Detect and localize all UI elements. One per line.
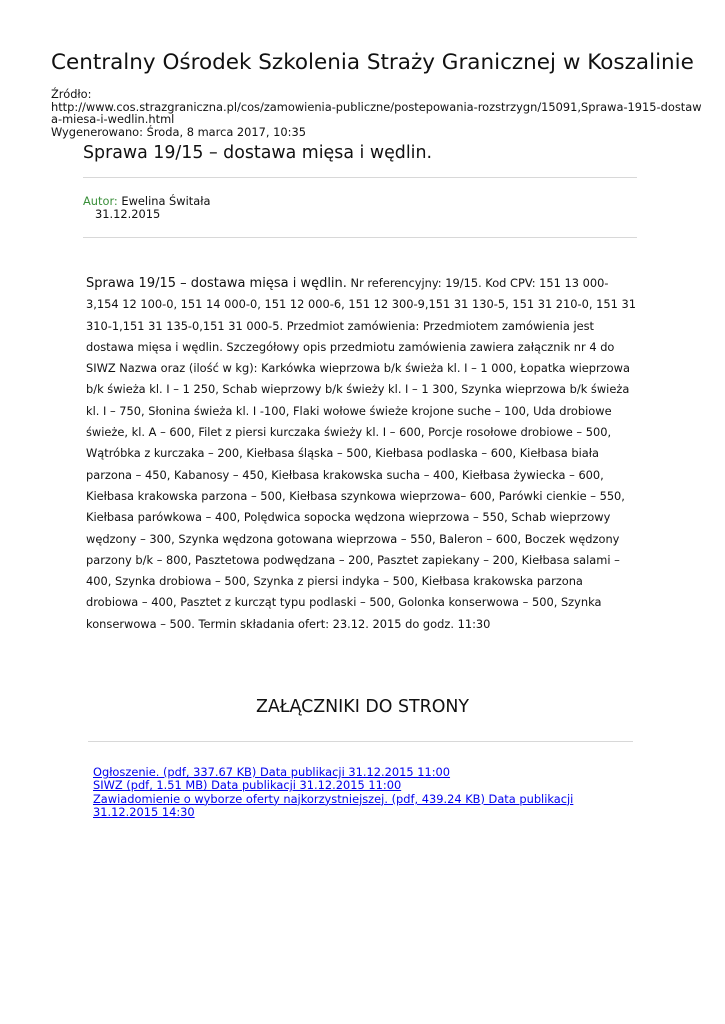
- attachments-heading: ZAŁĄCZNIKI DO STRONY: [255, 697, 470, 717]
- source-label: Źródło:: [51, 87, 92, 101]
- article-body-text: Nr referencyjny: 19/15. Kod CPV: 151 13 000-3,154 12 100-0, 151 14 000-0, 151 12 000-6, 151 12 300-9,151 31 130-5, 151 31 210-0, 151 31 310-1,151 31 135-0,151 31 000-5. Przedmiot zamówienia: Przedmiotem zamówienia jest dostawa mięsa i wędlin. Szczegółowy opis przedmiotu zamówienia zawiera załącznik nr 4 do SIWZ Nazwa oraz (ilość w kg): Karkówka wieprzowa b/k świeża kl. I – 1 000, Łopatka wieprzowa b/k świeża kl. I – 1 250, Schab wieprzowy b/k świeży kl. I – 1 300, Szynka wieprzowa b/k świeża kl. I – 750, Słonina świeża kl. I -100, Flaki wołowe świeże krojone suche – 100, Uda drobiowe świeże, kl. A – 600, Filet z piersi kurczaka świeży kl. I – 600, Porcje rosołowe drobiowe – 500, Wątróbka z kurczaka – 200, Kiełbasa śląska – 500, Kiełbasa podlaska – 600, Kiełbasa biała parzona – 450, Kabanosy – 450, Kiełbasa krakowska sucha – 400, Kiełbasa żywiecka – 600, Kiełbasa krakowska parzona – 500, Kiełbasa szynkowa wieprzowa– 600, Parówki cienkie – 550, Kiełbasa parówkowa – 400, Polędwica sopocka wędzona wieprzowa – 550, Schab wieprzowy wędzony – 300, Szynka wędzona gotowana wieprzowa – 550, Baleron – 600, Boczek wędzony parzony b/k – 800, Pasztetowa podwędzana – 200, Pasztet zapiekany – 200, Kiełbasa salami – 400, Szynka drobiowa – 500, Szynka z piersi indyka – 500, Kiełbasa krakowska parzona drobiowa – 400, Pasztet z kurcząt typu podlaski – 500, Golonka konserwowa – 500, Szynka konserwowa – 500. Termin składania ofert: 23.12. 2015 do godz. 11:30: [86, 276, 637, 631]
- publication-date: 31.12.2015: [95, 206, 161, 221]
- attachment-link-announcement[interactable]: Ogłoszenie. (pdf, 337.67 KB) Data publikacji 31.12.2015 11:00: [93, 765, 451, 779]
- attachments-list: [93, 766, 633, 820]
- site-title: Centralny Ośrodek Szkolenia Straży Granicznej w Koszalinie: [51, 50, 694, 75]
- author-label: Autor:: [83, 194, 122, 208]
- source-url: http://www.cos.strazgraniczna.pl/cos/zamowienia-publiczne/postepowania-rozstrzygn/15091,Sprawa-1915-dostaw: [51, 99, 702, 114]
- attachment-link-siwz[interactable]: SIWZ (pdf, 1.51 MB) Data publikacji 31.12.2015 11:00: [93, 778, 402, 793]
- article-title: Sprawa 19/15 – dostawa mięsa i wędlin.: [83, 143, 433, 163]
- source-info: [51, 87, 702, 139]
- attachment-link-offer-selection[interactable]: Zawiadomienie o wyborze oferty najkorzystniejszej. (pdf, 439.24 KB) Data publikacji 31.12.2015 14:30: [93, 791, 574, 820]
- article-body: [86, 273, 638, 635]
- generated-timestamp: Wygenerowano: Środa, 8 marca 2017, 10:35: [51, 124, 306, 139]
- article-body-lead: Sprawa 19/15 – dostawa mięsa i wędlin.: [86, 276, 347, 291]
- author-name: Ewelina Świtała: [121, 194, 211, 208]
- attachments-divider: [88, 741, 633, 742]
- title-divider: [83, 177, 637, 178]
- source-url-continued: a-miesa-i-wedlin.html: [51, 112, 175, 127]
- author-info: [83, 195, 210, 221]
- author-divider: [83, 237, 637, 238]
